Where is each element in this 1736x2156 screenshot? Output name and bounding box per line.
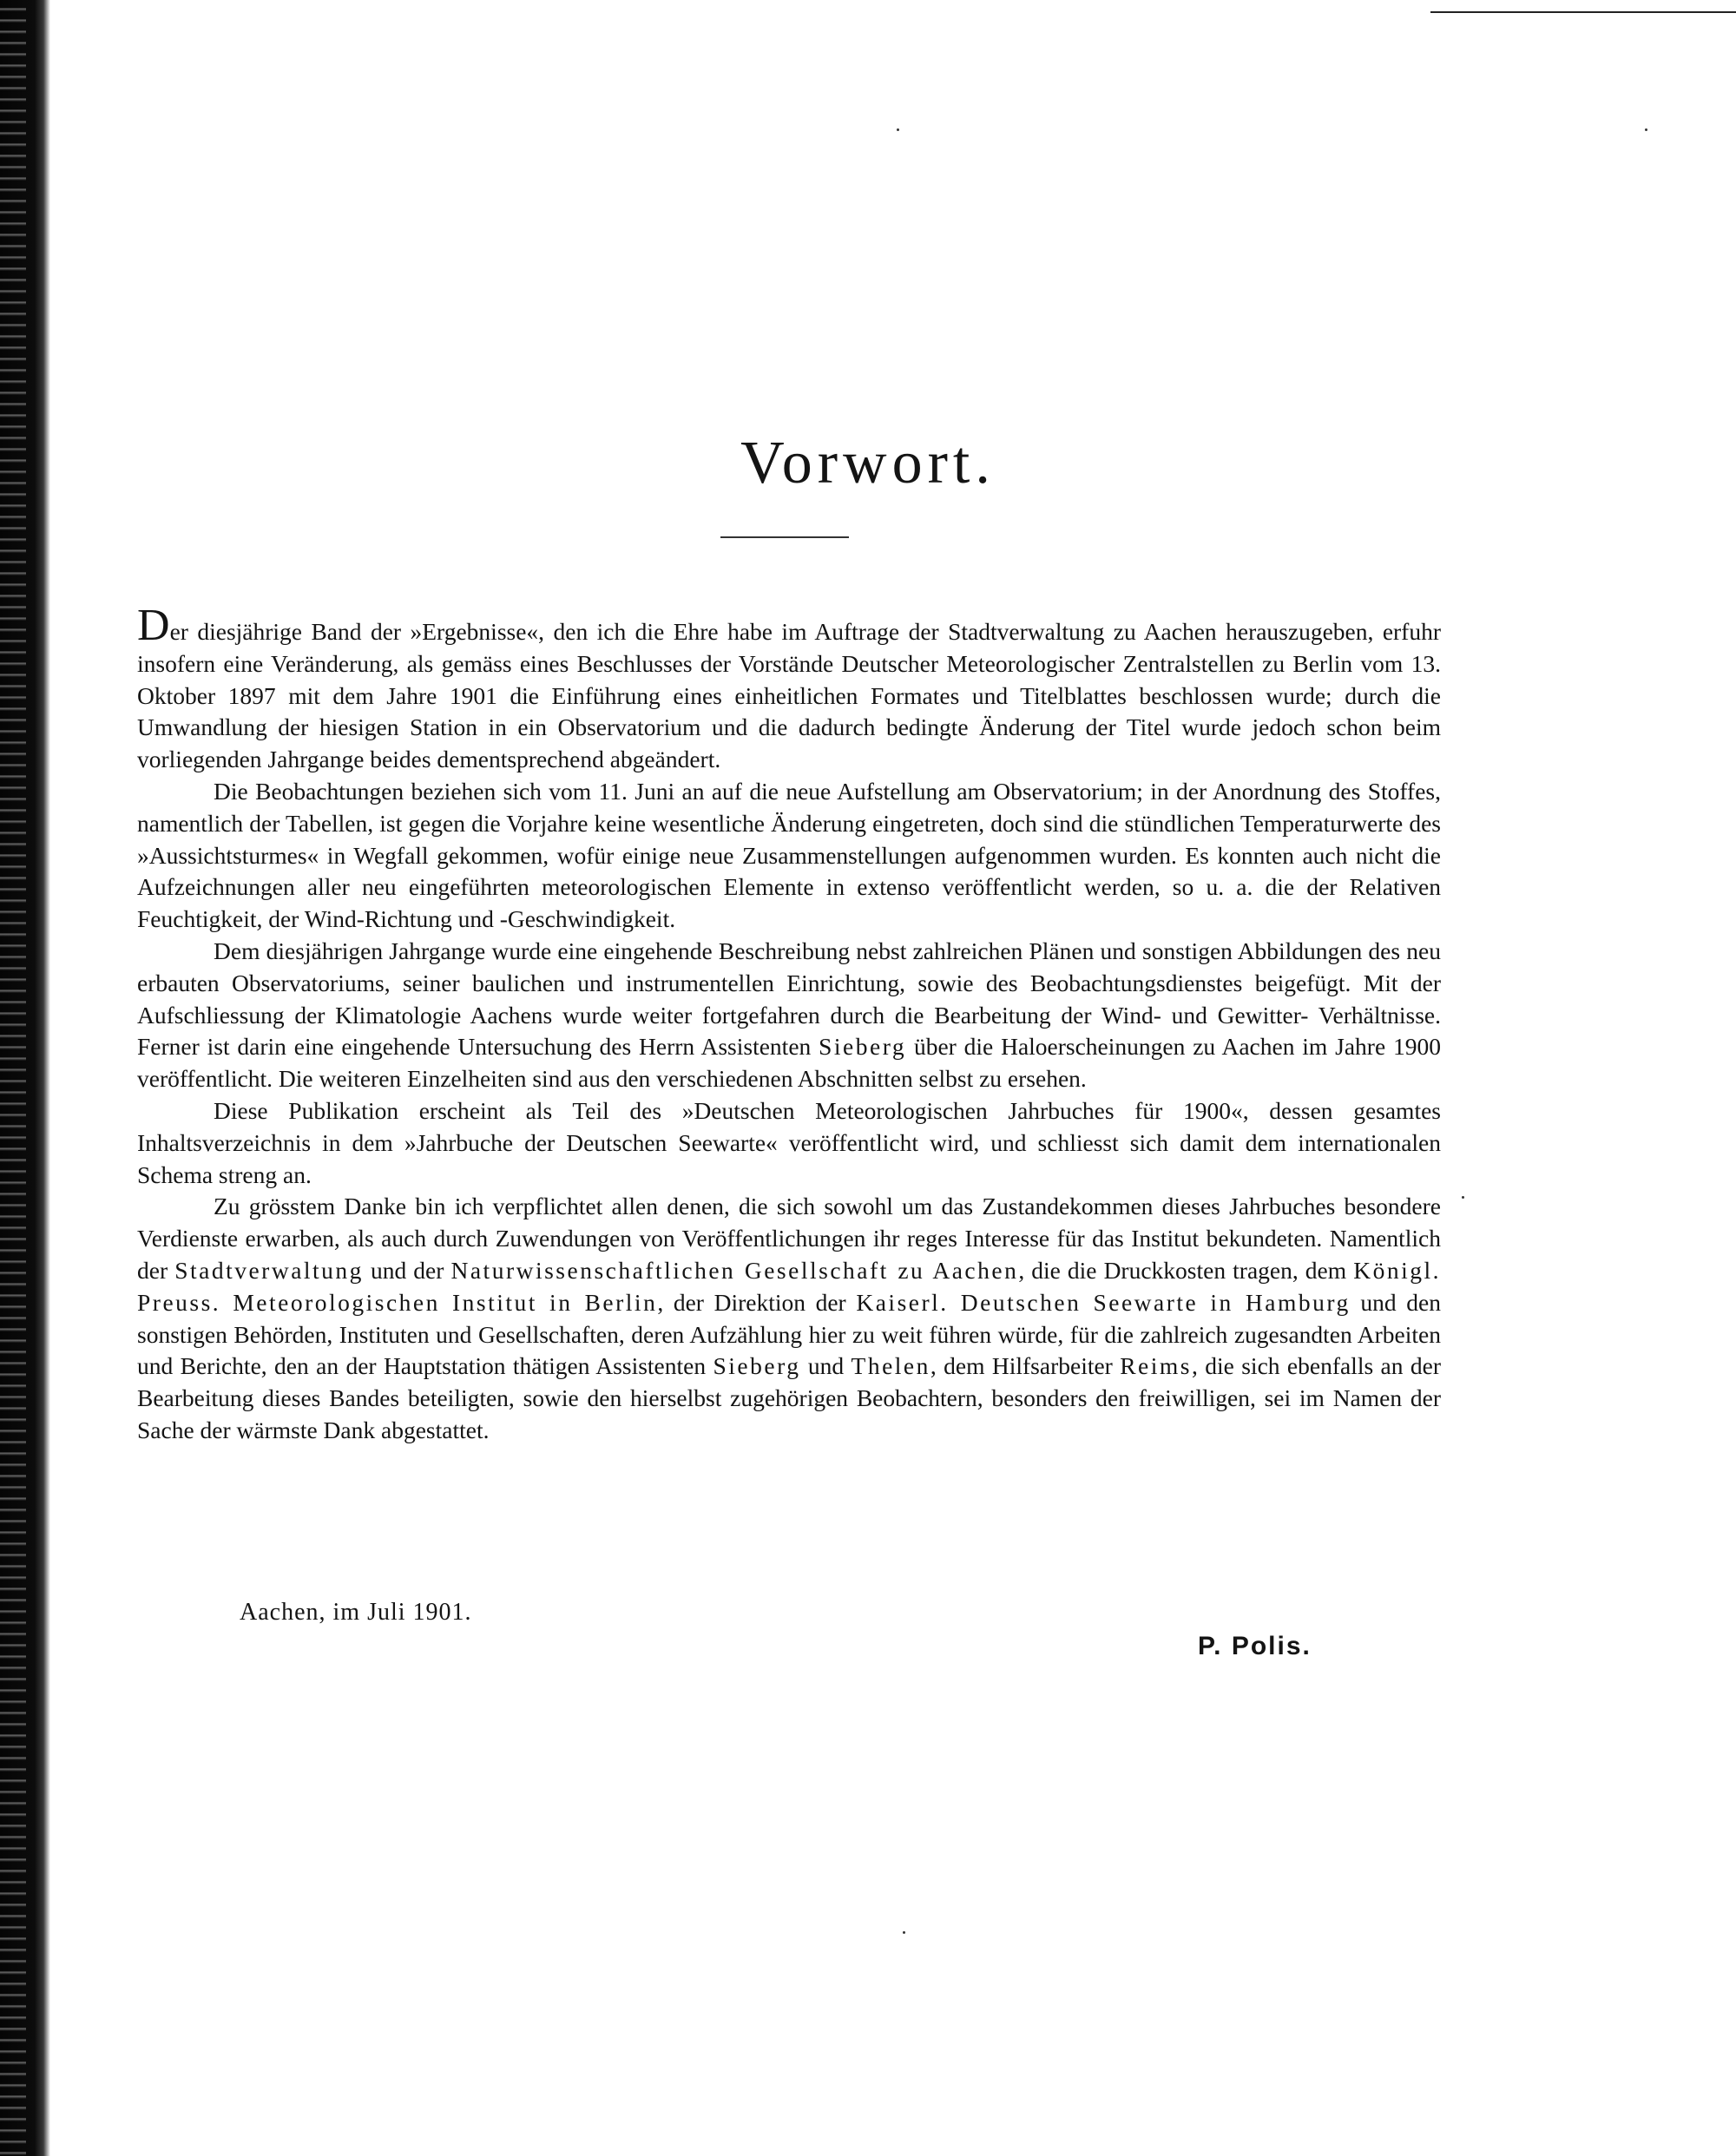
paragraph-text: und den sonstigen Behörden, Instituten und Gesellschaften, deren Aufzählung hier zu weit führen würde, für die zahlreich zugesandten Arbeiten und Berichte, den an der Hauptstation thätigen Assistenten <box>137 1288 1442 1380</box>
top-edge-rule <box>1430 11 1736 13</box>
paragraph-text: Zu grösstem Danke bin ich verpflichtet allen denen, die sich sowohl um das Zustandekommen dieses Jahrbuches besondere Verdienste erwarben, als auch durch Zuwendungen von Veröffentlichungen ihr reges Interesse für das Institut bekundeten. Namentlich der <box>137 1193 1441 1284</box>
emphasized-name: Sieberg <box>819 1033 907 1061</box>
emphasized-name: Thelen <box>851 1352 930 1380</box>
paragraph <box>137 601 1441 776</box>
paragraph-text: , die sich ebenfalls an der Bearbeitung dieses Bandes beteiligten, sowie den hierselbst zugehörigen Beobachtern, besonders den freiwilligen, sei im Namen der Sache der wärmste Dank abgestattet. <box>137 1352 1441 1443</box>
paragraph-text: Diese Publikation erscheint als Teil des »Deutschen Meteorologischen Jahrbuches für 1900«, dessen gesamtes Inhaltsverzeichnis in dem »Jahrbuche der Deutschen Seewarte« veröffentlicht wird, und schliesst sich damit dem internationalen Schema streng an. <box>137 1096 1441 1188</box>
emphasized-name: Reims <box>1120 1352 1192 1380</box>
paragraph <box>137 776 1441 936</box>
paragraph-text: , die die Druckkosten tragen, dem <box>1018 1256 1354 1284</box>
emphasized-name: Naturwissenschaftlichen Gesellschaft zu Aachen <box>450 1256 1019 1284</box>
paragraph-text: , der Direktion der <box>657 1288 857 1316</box>
title-divider <box>720 536 849 538</box>
paragraph-text: Dem diesjährigen Jahrgange wurde eine eingehende Beschreibung nebst zahlreichen Plänen und sonstigen Abbildungen des neu erbauten Observatoriums, seiner baulichen und instrumentellen Einrichtung, sowie des Beobachtungsdienstes beigefügt. Mit der Aufschliessung der Klimatologie Aachens wurde weiter fortgefahren durch die Bearbeitung der Wind- und Gewitter- Verhältnisse. Ferner ist darin eine eingehende Untersuchung des Herrn Assistenten <box>137 937 1441 1061</box>
paragraph-text: und der <box>363 1256 451 1284</box>
emphasized-name: Kaiserl. Deutschen Seewarte in Hamburg <box>856 1288 1351 1316</box>
scan-speck <box>1645 128 1647 131</box>
place-date: Aachen, im Juli 1901. <box>240 1599 472 1626</box>
paragraph-text: , dem Hilfsarbeiter <box>930 1352 1121 1380</box>
paragraph-text: Die Beobachtungen beziehen sich vom 11. Juni an auf die neue Aufstellung am Observatorium; in der Anordnung des Stoffes, namentlich der Tabellen, ist gegen die Vorjahre keine wesentliche Änderung eingetreten, doch sind die stündlichen Temperaturwerte des »Aussichtsturmes« in Wegfall gekommen, wofür einige neue Zusammenstellungen aufgenommen wurden. Es konnten auch nicht die Aufzeichnungen aller neu eingeführten meteorologischen Elemente in extenso veröffentlicht werden, so u. a. die der Relativen Feuchtigkeit, der Wind-Richtung und -Geschwindigkeit. <box>137 777 1441 933</box>
dropcap-letter: D <box>137 601 170 650</box>
paragraph-text: und <box>800 1352 852 1380</box>
paragraph <box>137 1191 1441 1446</box>
emphasized-name: Königl. Preuss. Meteorologischen Institut in Berlin <box>137 1256 1441 1316</box>
emphasized-name: Sieberg <box>713 1352 801 1380</box>
page-title: Vorwort. <box>740 429 996 496</box>
scan-binding-texture <box>0 0 26 2156</box>
scan-speck <box>897 128 899 131</box>
emphasized-name: Stadtverwaltung <box>174 1256 364 1284</box>
paragraph <box>137 1095 1441 1191</box>
paragraph-text: er diesjährige Band der »Ergebnisse«, den ich die Ehre habe im Auftrage der Stadtverwaltung zu Aachen herauszugeben, erfuhr insofern eine Veränderung, als gemäss eines Beschlusses der Vorstände Deutscher Meteorologischer Zentralstellen zu Berlin vom 13. Oktober 1897 mit dem Jahre 1901 die Einführung eines einheitlichen Formates und Titelblattes beschlossen wurde; durch die Umwandlung der hiesigen Station in ein Observatorium und die dadurch bedingte Änderung der Titel wurde jedoch schon beim vorliegenden Jahrgange beides dementsprechend abgeändert. <box>137 618 1441 773</box>
paragraph-text: über die Haloerscheinungen zu Aachen im Jahre 1900 veröffentlicht. Die weiteren Einzelheiten sind aus den verschiedenen Abschnitten selbst zu ersehen. <box>137 1033 1441 1093</box>
signature: P. Polis. <box>1198 1632 1312 1660</box>
scan-speck <box>1462 1196 1464 1199</box>
scan-speck <box>903 1931 905 1934</box>
paragraph <box>137 936 1441 1095</box>
preface-body <box>137 601 1442 1447</box>
